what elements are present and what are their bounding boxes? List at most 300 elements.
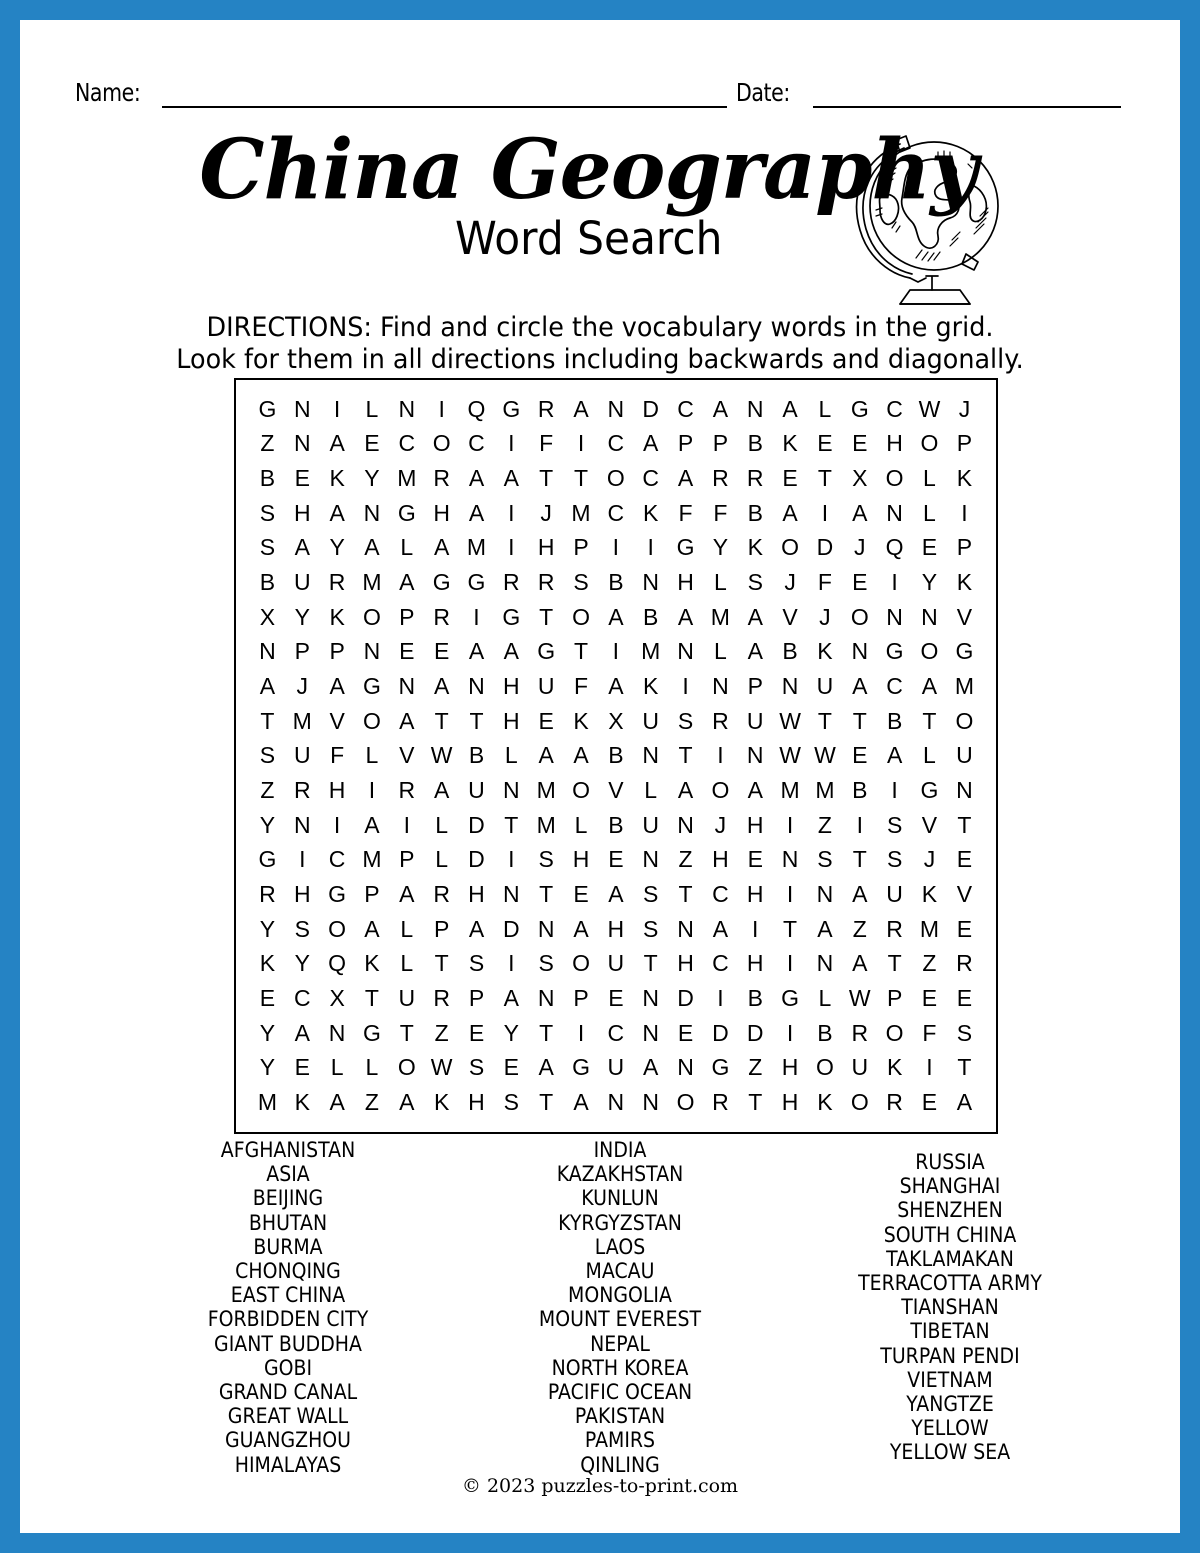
grid-cell[interactable]: L	[818, 984, 832, 1011]
grid-cell[interactable]: N	[851, 638, 869, 665]
grid-cell[interactable]: N	[537, 915, 555, 942]
grid-cell[interactable]: G	[676, 534, 695, 561]
grid-cell[interactable]: K	[817, 1089, 833, 1116]
grid-cell[interactable]: H	[293, 499, 311, 526]
grid-cell[interactable]: Y	[329, 534, 345, 561]
grid-cell[interactable]: E	[608, 846, 624, 873]
grid-cell[interactable]: G	[397, 499, 416, 526]
grid-cell[interactable]: T	[539, 1019, 554, 1046]
grid-cell[interactable]: H	[886, 430, 903, 457]
grid-cell[interactable]: A	[399, 569, 415, 596]
grid-cell[interactable]: F	[922, 1019, 937, 1046]
grid-cell[interactable]: N	[468, 673, 485, 700]
grid-cell[interactable]: Y	[294, 950, 310, 977]
grid-cell[interactable]: L	[713, 569, 727, 596]
grid-cell[interactable]: R	[537, 569, 555, 596]
grid-cell[interactable]: N	[607, 1089, 625, 1116]
grid-cell[interactable]: B	[747, 499, 763, 526]
grid-cell[interactable]: W	[779, 742, 801, 769]
grid-cell[interactable]: C	[712, 950, 729, 977]
grid-cell[interactable]: E	[503, 1054, 519, 1081]
grid-cell[interactable]: M	[954, 673, 975, 700]
grid-cell[interactable]: A	[747, 777, 763, 804]
grid-cell[interactable]: N	[398, 395, 416, 422]
grid-cell[interactable]: B	[782, 638, 798, 665]
grid-cell[interactable]: M	[536, 777, 556, 804]
grid-cell[interactable]: A	[677, 777, 694, 804]
grid-cell[interactable]: W	[430, 742, 453, 769]
grid-cell[interactable]: R	[537, 395, 555, 422]
grid-cell[interactable]: H	[503, 673, 520, 700]
grid-cell[interactable]: A	[608, 673, 624, 700]
grid-cell[interactable]: I	[682, 673, 689, 700]
grid-cell[interactable]: A	[852, 673, 868, 700]
grid-cell[interactable]: L	[818, 395, 832, 422]
grid-cell[interactable]: G	[467, 569, 486, 596]
grid-cell[interactable]: R	[433, 465, 450, 492]
grid-cell[interactable]: N	[259, 638, 276, 665]
grid-cell[interactable]: G	[572, 1054, 590, 1081]
grid-cell[interactable]: T	[573, 638, 589, 665]
grid-cell[interactable]: T	[504, 811, 519, 838]
grid-cell[interactable]: I	[612, 534, 620, 561]
grid-cell[interactable]: C	[398, 430, 416, 457]
name-write-line[interactable]	[162, 106, 727, 108]
grid-cell[interactable]: T	[817, 707, 832, 734]
grid-cell[interactable]: I	[821, 499, 829, 526]
grid-cell[interactable]: O	[850, 1089, 869, 1116]
grid-cell[interactable]: R	[503, 569, 520, 596]
grid-cell[interactable]: O	[885, 465, 904, 492]
grid-cell[interactable]: A	[399, 881, 415, 908]
grid-cell[interactable]: R	[433, 881, 450, 908]
grid-cell[interactable]: T	[957, 1054, 972, 1081]
grid-cell[interactable]: O	[885, 1019, 904, 1046]
grid-cell[interactable]: R	[328, 569, 346, 596]
grid-cell[interactable]: I	[333, 395, 341, 422]
grid-cell[interactable]: P	[956, 534, 973, 561]
grid-cell[interactable]: T	[469, 707, 484, 734]
grid-cell[interactable]: G	[955, 638, 974, 665]
grid-cell[interactable]: G	[781, 984, 800, 1011]
grid-cell[interactable]: G	[711, 1054, 730, 1081]
grid-cell[interactable]: U	[851, 1054, 869, 1081]
grid-cell[interactable]: S	[886, 846, 903, 873]
grid-cell[interactable]: I	[856, 811, 863, 838]
grid-cell[interactable]: E	[399, 638, 415, 665]
grid-cell[interactable]: U	[398, 984, 416, 1011]
grid-cell[interactable]: I	[508, 430, 515, 457]
grid-cell[interactable]: I	[333, 811, 341, 838]
grid-cell[interactable]: H	[677, 569, 694, 596]
grid-cell[interactable]: I	[717, 984, 724, 1011]
grid-cell[interactable]: A	[329, 673, 345, 700]
grid-cell[interactable]: O	[328, 915, 347, 942]
grid-cell[interactable]: X	[852, 465, 868, 492]
grid-cell[interactable]: N	[886, 603, 903, 630]
grid-cell[interactable]: K	[433, 1089, 450, 1116]
grid-cell[interactable]: R	[956, 950, 973, 977]
grid-cell[interactable]: A	[747, 603, 763, 630]
grid-cell[interactable]: H	[468, 881, 485, 908]
grid-cell[interactable]: E	[852, 569, 868, 596]
grid-cell[interactable]: M	[466, 534, 487, 561]
grid-cell[interactable]: F	[678, 499, 693, 526]
grid-cell[interactable]: G	[328, 881, 347, 908]
grid-cell[interactable]: M	[257, 1089, 277, 1116]
grid-cell[interactable]: K	[921, 881, 938, 908]
grid-cell[interactable]: M	[362, 846, 382, 873]
grid-cell[interactable]: O	[711, 777, 730, 804]
grid-cell[interactable]: H	[293, 881, 311, 908]
grid-cell[interactable]: I	[786, 811, 794, 838]
grid-cell[interactable]: I	[473, 603, 480, 630]
grid-cell[interactable]: A	[956, 1089, 973, 1116]
grid-cell[interactable]: A	[468, 499, 485, 526]
grid-cell[interactable]: W	[430, 1054, 453, 1081]
grid-cell[interactable]: N	[642, 1019, 660, 1046]
grid-cell[interactable]: S	[817, 846, 833, 873]
grid-cell[interactable]: O	[781, 534, 800, 561]
grid-cell[interactable]: L	[644, 777, 658, 804]
grid-cell[interactable]: T	[399, 1019, 414, 1046]
grid-cell[interactable]: A	[782, 395, 798, 422]
grid-cell[interactable]: E	[259, 984, 276, 1011]
grid-cell[interactable]: A	[329, 1089, 345, 1116]
grid-cell[interactable]: R	[398, 777, 416, 804]
grid-cell[interactable]: H	[746, 811, 764, 838]
grid-cell[interactable]: B	[852, 777, 868, 804]
grid-cell[interactable]: J	[540, 499, 552, 526]
grid-cell[interactable]: J	[923, 846, 936, 873]
grid-cell[interactable]: U	[816, 673, 834, 700]
grid-cell[interactable]: K	[643, 499, 659, 526]
grid-cell[interactable]: H	[468, 1089, 485, 1116]
grid-cell[interactable]: M	[397, 465, 417, 492]
grid-cell[interactable]: N	[712, 673, 729, 700]
grid-cell[interactable]: J	[819, 603, 831, 630]
grid-cell[interactable]: Z	[748, 1054, 763, 1081]
grid-cell[interactable]: S	[503, 1089, 519, 1116]
grid-cell[interactable]: G	[258, 846, 277, 873]
word-search-grid[interactable]	[234, 378, 998, 1134]
grid-cell[interactable]: A	[294, 534, 310, 561]
grid-cell[interactable]: O	[920, 638, 939, 665]
date-write-line[interactable]	[813, 106, 1121, 108]
grid-cell[interactable]: U	[642, 707, 660, 734]
grid-cell[interactable]: K	[956, 465, 973, 492]
grid-cell[interactable]: Z	[817, 811, 832, 838]
grid-cell[interactable]: D	[746, 1019, 764, 1046]
grid-cell[interactable]: R	[886, 915, 903, 942]
grid-cell[interactable]: T	[364, 984, 379, 1011]
grid-cell[interactable]: C	[328, 846, 346, 873]
grid-cell[interactable]: W	[848, 984, 871, 1011]
grid-cell[interactable]: A	[364, 915, 380, 942]
grid-cell[interactable]: Z	[434, 1019, 449, 1046]
grid-cell[interactable]: S	[573, 569, 589, 596]
grid-cell[interactable]: L	[365, 1054, 379, 1081]
grid-cell[interactable]: A	[364, 534, 380, 561]
grid-cell[interactable]: Y	[259, 1019, 276, 1046]
grid-cell[interactable]: E	[921, 1089, 938, 1116]
grid-cell[interactable]: Z	[852, 915, 867, 942]
grid-cell[interactable]: U	[607, 1054, 625, 1081]
grid-cell[interactable]: H	[328, 777, 346, 804]
grid-cell[interactable]: F	[539, 430, 554, 457]
grid-cell[interactable]: I	[786, 1019, 794, 1046]
grid-cell[interactable]: R	[433, 984, 450, 1011]
grid-cell[interactable]: L	[713, 638, 727, 665]
grid-cell[interactable]: T	[957, 811, 972, 838]
grid-cell[interactable]: N	[677, 638, 694, 665]
grid-cell[interactable]: L	[400, 534, 414, 561]
grid-cell[interactable]: J	[784, 569, 796, 596]
grid-cell[interactable]: I	[786, 881, 794, 908]
grid-cell[interactable]: B	[608, 569, 624, 596]
grid-cell[interactable]: R	[712, 707, 729, 734]
grid-cell[interactable]: E	[956, 846, 973, 873]
grid-cell[interactable]: L	[365, 395, 379, 422]
grid-cell[interactable]: Q	[328, 950, 347, 977]
grid-cell[interactable]: A	[259, 673, 276, 700]
grid-cell[interactable]: X	[329, 984, 345, 1011]
grid-cell[interactable]: T	[678, 881, 693, 908]
grid-cell[interactable]: P	[886, 984, 903, 1011]
grid-cell[interactable]: T	[678, 742, 693, 769]
grid-cell[interactable]: B	[747, 430, 763, 457]
grid-cell[interactable]: I	[403, 811, 410, 838]
grid-cell[interactable]: A	[886, 742, 903, 769]
grid-cell[interactable]: A	[468, 465, 485, 492]
grid-cell[interactable]: E	[852, 742, 868, 769]
grid-cell[interactable]: N	[503, 881, 520, 908]
grid-cell[interactable]: K	[573, 707, 589, 734]
grid-cell[interactable]: E	[921, 534, 938, 561]
grid-cell[interactable]: Z	[260, 430, 275, 457]
grid-cell[interactable]: E	[747, 846, 763, 873]
grid-cell[interactable]: Y	[364, 465, 380, 492]
grid-cell[interactable]: M	[641, 638, 661, 665]
grid-cell[interactable]: Z	[678, 846, 693, 873]
grid-cell[interactable]: J	[958, 395, 971, 422]
grid-cell[interactable]: I	[926, 1054, 933, 1081]
grid-cell[interactable]: L	[400, 915, 414, 942]
grid-cell[interactable]: V	[956, 603, 973, 630]
grid-cell[interactable]: U	[537, 673, 555, 700]
grid-cell[interactable]: N	[642, 569, 660, 596]
grid-cell[interactable]: A	[712, 395, 729, 422]
grid-cell[interactable]: T	[852, 846, 867, 873]
grid-cell[interactable]: F	[713, 499, 728, 526]
grid-cell[interactable]: N	[642, 846, 660, 873]
grid-cell[interactable]: S	[468, 1054, 485, 1081]
grid-cell[interactable]: K	[747, 534, 763, 561]
grid-cell[interactable]: Q	[885, 534, 904, 561]
grid-cell[interactable]: S	[886, 811, 903, 838]
grid-cell[interactable]: T	[817, 465, 832, 492]
grid-cell[interactable]: V	[399, 742, 415, 769]
grid-cell[interactable]: K	[294, 1089, 310, 1116]
grid-cell[interactable]: A	[433, 777, 450, 804]
grid-cell[interactable]: S	[294, 915, 310, 942]
grid-cell[interactable]: A	[573, 742, 589, 769]
grid-cell[interactable]: L	[574, 811, 588, 838]
grid-cell[interactable]: H	[677, 950, 694, 977]
grid-cell[interactable]: N	[328, 1019, 346, 1046]
grid-cell[interactable]: H	[433, 499, 450, 526]
grid-cell[interactable]: F	[817, 569, 832, 596]
grid-cell[interactable]: D	[468, 811, 485, 838]
grid-cell[interactable]: G	[537, 638, 556, 665]
grid-cell[interactable]: I	[508, 534, 515, 561]
grid-cell[interactable]: K	[643, 673, 659, 700]
grid-cell[interactable]: K	[782, 430, 798, 457]
grid-cell[interactable]: O	[363, 707, 381, 734]
grid-cell[interactable]: K	[817, 638, 833, 665]
grid-cell[interactable]: N	[363, 638, 381, 665]
grid-cell[interactable]: M	[362, 569, 382, 596]
grid-cell[interactable]: V	[608, 777, 624, 804]
grid-cell[interactable]: E	[468, 1019, 485, 1046]
grid-cell[interactable]: C	[712, 881, 729, 908]
grid-cell[interactable]: V	[782, 603, 798, 630]
grid-cell[interactable]: R	[712, 465, 729, 492]
grid-cell[interactable]: E	[677, 1019, 694, 1046]
grid-cell[interactable]: D	[712, 1019, 729, 1046]
grid-cell[interactable]: T	[539, 1089, 554, 1116]
grid-cell[interactable]: A	[433, 673, 450, 700]
grid-cell[interactable]: U	[886, 881, 903, 908]
grid-cell[interactable]: Y	[259, 811, 276, 838]
grid-cell[interactable]: D	[677, 984, 694, 1011]
grid-cell[interactable]: N	[956, 777, 973, 804]
grid-cell[interactable]: E	[956, 984, 973, 1011]
grid-cell[interactable]: A	[538, 1054, 554, 1081]
grid-cell[interactable]: Z	[364, 1089, 379, 1116]
grid-cell[interactable]: E	[573, 881, 589, 908]
grid-cell[interactable]: B	[608, 811, 624, 838]
grid-cell[interactable]: N	[607, 395, 625, 422]
grid-cell[interactable]: T	[260, 707, 275, 734]
grid-cell[interactable]: G	[432, 569, 451, 596]
grid-cell[interactable]: N	[398, 673, 416, 700]
grid-cell[interactable]: K	[329, 465, 345, 492]
grid-cell[interactable]: L	[923, 499, 936, 526]
grid-cell[interactable]: H	[781, 1054, 799, 1081]
grid-cell[interactable]: T	[539, 603, 554, 630]
grid-cell[interactable]: F	[330, 742, 345, 769]
grid-cell[interactable]: N	[503, 777, 520, 804]
grid-cell[interactable]: S	[538, 846, 554, 873]
grid-cell[interactable]: G	[885, 638, 904, 665]
grid-cell[interactable]: K	[259, 950, 276, 977]
grid-cell[interactable]: A	[503, 984, 519, 1011]
grid-cell[interactable]: U	[293, 569, 311, 596]
grid-cell[interactable]: I	[368, 777, 376, 804]
grid-cell[interactable]: P	[573, 534, 589, 561]
grid-cell[interactable]: T	[643, 950, 658, 977]
grid-cell[interactable]: D	[468, 846, 485, 873]
grid-cell[interactable]: A	[608, 881, 624, 908]
grid-cell[interactable]: A	[677, 603, 694, 630]
grid-cell[interactable]: N	[816, 881, 834, 908]
grid-cell[interactable]: L	[923, 465, 936, 492]
grid-cell[interactable]: A	[852, 499, 868, 526]
grid-cell[interactable]: C	[607, 499, 625, 526]
grid-cell[interactable]: P	[468, 984, 485, 1011]
grid-cell[interactable]: P	[573, 984, 589, 1011]
grid-cell[interactable]: K	[886, 1054, 903, 1081]
grid-cell[interactable]: S	[643, 881, 659, 908]
grid-cell[interactable]: A	[677, 465, 694, 492]
grid-cell[interactable]: H	[781, 1089, 799, 1116]
grid-cell[interactable]: H	[572, 846, 590, 873]
grid-cell[interactable]: E	[294, 1054, 310, 1081]
grid-cell[interactable]: N	[537, 984, 555, 1011]
grid-cell[interactable]: C	[642, 465, 660, 492]
grid-cell[interactable]: S	[643, 915, 659, 942]
grid-cell[interactable]: I	[299, 846, 306, 873]
grid-cell[interactable]: I	[577, 430, 585, 457]
grid-cell[interactable]: A	[643, 1054, 659, 1081]
grid-cell[interactable]: E	[364, 430, 380, 457]
grid-cell[interactable]: O	[363, 603, 381, 630]
grid-cell[interactable]: P	[399, 846, 415, 873]
grid-cell[interactable]: O	[572, 603, 590, 630]
grid-cell[interactable]: H	[746, 950, 764, 977]
grid-cell[interactable]: N	[677, 1054, 694, 1081]
grid-cell[interactable]: S	[259, 499, 276, 526]
grid-cell[interactable]: O	[572, 777, 590, 804]
grid-cell[interactable]: A	[817, 915, 833, 942]
grid-cell[interactable]: A	[712, 915, 729, 942]
grid-cell[interactable]: I	[752, 915, 759, 942]
grid-cell[interactable]: P	[364, 881, 380, 908]
grid-cell[interactable]: N	[746, 395, 764, 422]
grid-cell[interactable]: C	[468, 430, 485, 457]
grid-cell[interactable]: L	[435, 811, 449, 838]
grid-cell[interactable]: C	[607, 1019, 625, 1046]
grid-cell[interactable]: O	[676, 1089, 695, 1116]
grid-cell[interactable]: R	[746, 465, 764, 492]
grid-cell[interactable]: G	[502, 395, 521, 422]
grid-cell[interactable]: A	[294, 1019, 310, 1046]
grid-cell[interactable]: N	[363, 499, 381, 526]
grid-cell[interactable]: T	[922, 707, 937, 734]
grid-cell[interactable]: P	[294, 638, 310, 665]
grid-cell[interactable]: B	[747, 984, 763, 1011]
grid-cell[interactable]: L	[923, 742, 936, 769]
grid-cell[interactable]: A	[747, 638, 763, 665]
grid-cell[interactable]: A	[852, 950, 868, 977]
grid-cell[interactable]: J	[714, 811, 727, 838]
grid-cell[interactable]: D	[642, 395, 660, 422]
grid-cell[interactable]: N	[921, 603, 938, 630]
grid-cell[interactable]: R	[293, 777, 311, 804]
grid-cell[interactable]: A	[782, 499, 798, 526]
grid-cell[interactable]: O	[432, 430, 451, 457]
grid-cell[interactable]: B	[259, 569, 276, 596]
grid-cell[interactable]: A	[573, 1089, 589, 1116]
grid-cell[interactable]: N	[677, 915, 694, 942]
grid-cell[interactable]: V	[921, 811, 938, 838]
grid-cell[interactable]: S	[747, 569, 763, 596]
grid-cell[interactable]: P	[677, 430, 694, 457]
grid-cell[interactable]: H	[746, 881, 764, 908]
grid-cell[interactable]: G	[363, 1019, 381, 1046]
grid-cell[interactable]: M	[292, 707, 312, 734]
